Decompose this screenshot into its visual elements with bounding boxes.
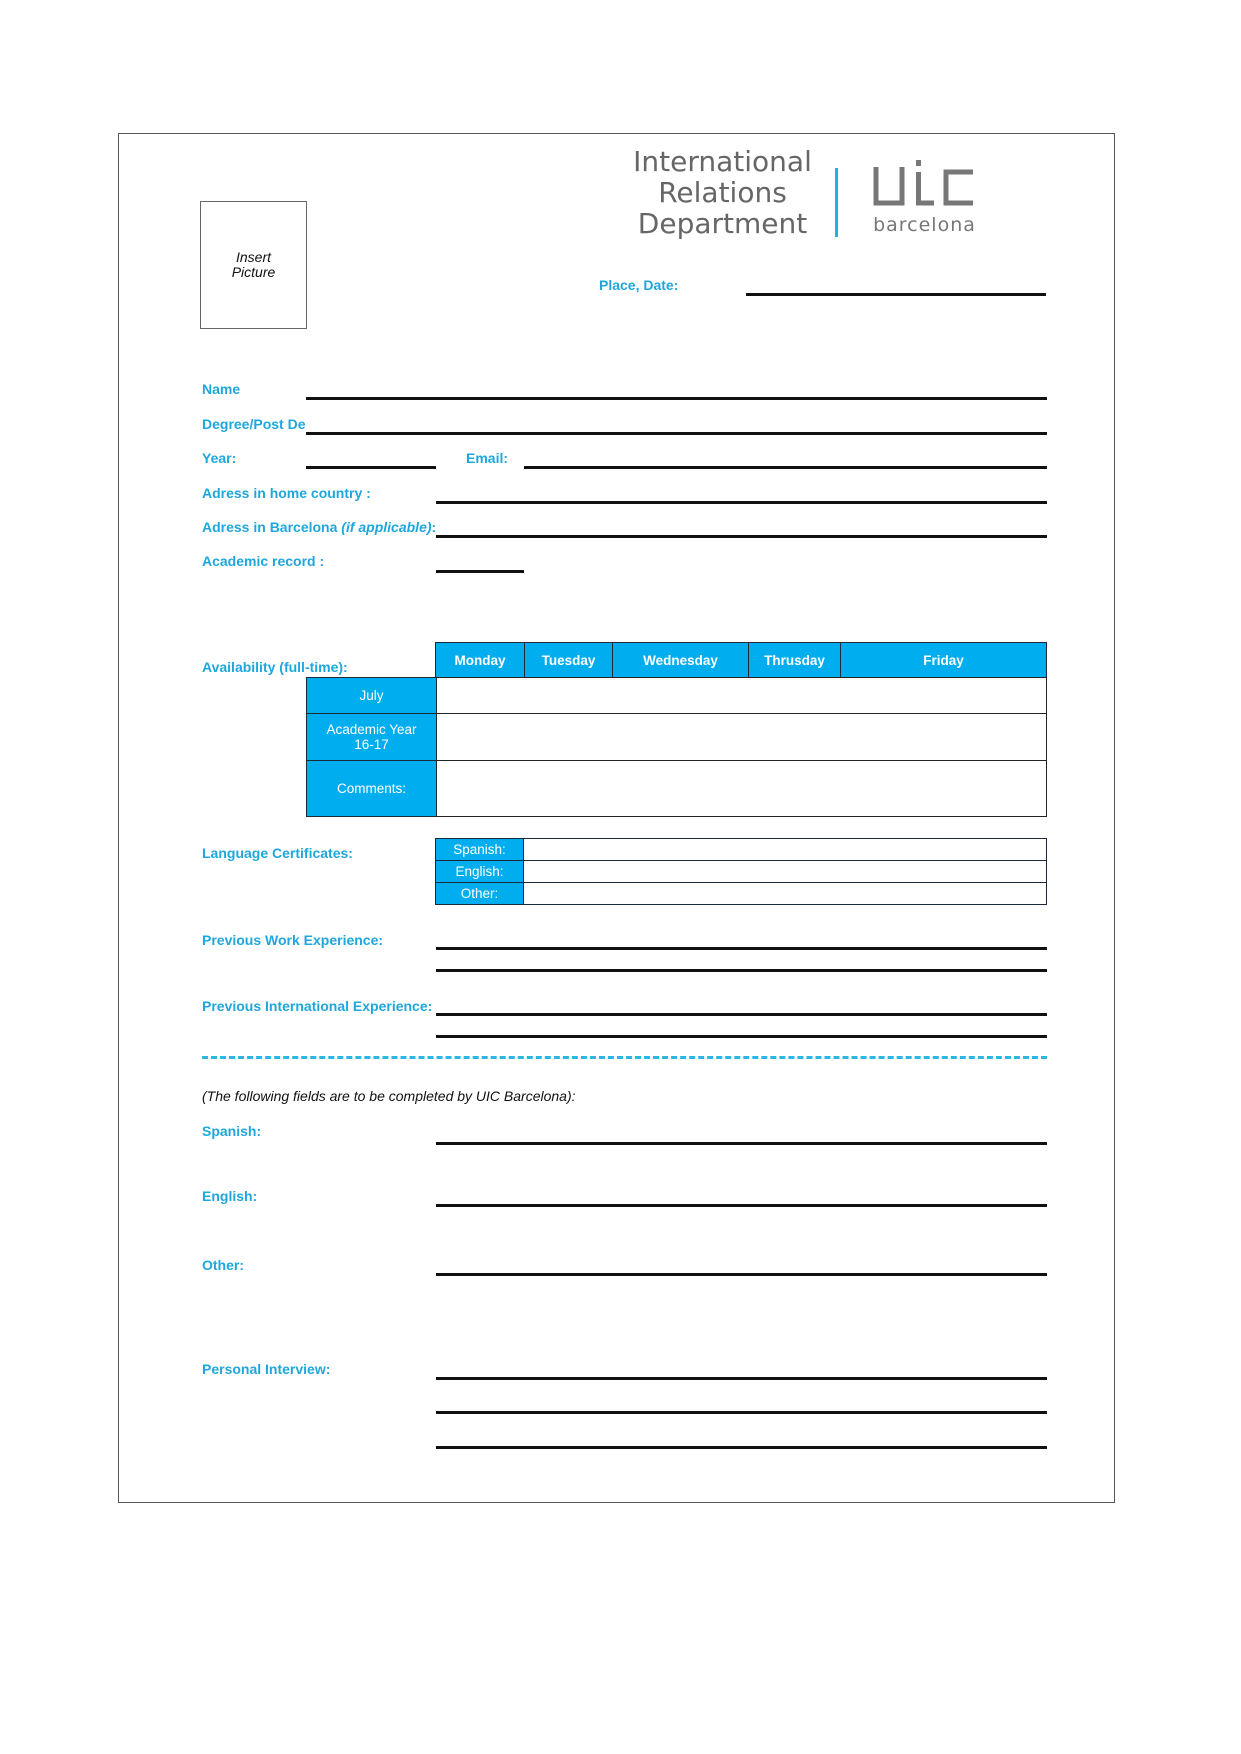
availability-cell-july[interactable] bbox=[437, 678, 1047, 714]
section-divider bbox=[202, 1056, 1047, 1059]
year-field[interactable] bbox=[306, 466, 436, 469]
row-label-academic-year-2: 16-17 bbox=[354, 737, 389, 752]
availability-cell-academic-year[interactable] bbox=[437, 714, 1047, 761]
uic-spanish-label: Spanish: bbox=[202, 1123, 262, 1139]
row-label-academic-year bbox=[307, 714, 437, 761]
day-friday: Friday bbox=[841, 643, 1047, 678]
day-thursday: Thrusday bbox=[749, 643, 841, 678]
year-label: Year: bbox=[202, 450, 237, 466]
academic-record-label: Academic record : bbox=[202, 553, 325, 569]
row-label-academic-year-1: Academic Year bbox=[326, 722, 417, 737]
availability-table bbox=[306, 677, 1047, 817]
uic-english-field[interactable] bbox=[436, 1204, 1047, 1207]
row-label-comments: Comments: bbox=[307, 761, 437, 817]
row-label-july: July bbox=[307, 678, 437, 714]
bcn-address-label-colon: : bbox=[431, 519, 437, 535]
availability-header bbox=[435, 642, 1047, 678]
language-cell-other[interactable] bbox=[524, 883, 1047, 905]
degree-label: Degree/Post De bbox=[202, 416, 306, 432]
interview-label: Personal Interview: bbox=[202, 1361, 331, 1377]
language-row-english bbox=[436, 861, 1047, 883]
uic-section-note: (The following fields are to be completed by UIC Barcelona): bbox=[202, 1088, 576, 1104]
interview-field-3[interactable] bbox=[436, 1446, 1047, 1449]
department-line-2: Relations bbox=[658, 176, 787, 209]
work-experience-field-2[interactable] bbox=[436, 969, 1047, 972]
availability-label: Availability (full-time): bbox=[202, 659, 348, 675]
department-line-3: Department bbox=[637, 207, 808, 240]
language-cell-english[interactable] bbox=[524, 861, 1047, 883]
bcn-address-label bbox=[202, 519, 436, 535]
interview-field-1[interactable] bbox=[436, 1377, 1047, 1380]
interview-field-2[interactable] bbox=[436, 1411, 1047, 1414]
home-address-field[interactable] bbox=[436, 501, 1047, 504]
email-field[interactable] bbox=[524, 466, 1047, 469]
language-row-spanish bbox=[436, 839, 1047, 861]
availability-row-comments bbox=[307, 761, 1047, 817]
bcn-address-label-note: (if applicable) bbox=[341, 519, 432, 535]
place-date-label: Place, Date: bbox=[599, 277, 679, 293]
academic-record-field[interactable] bbox=[436, 570, 524, 573]
logo-subtitle: barcelona bbox=[873, 214, 976, 236]
language-cell-spanish[interactable] bbox=[524, 839, 1047, 861]
language-label-spanish: Spanish: bbox=[436, 839, 524, 861]
work-experience-field-1[interactable] bbox=[436, 947, 1047, 950]
uic-other-field[interactable] bbox=[436, 1273, 1047, 1276]
day-wednesday: Wednesday bbox=[613, 643, 749, 678]
name-label: Name bbox=[202, 381, 241, 397]
email-label: Email: bbox=[466, 450, 509, 466]
international-experience-field-1[interactable] bbox=[436, 1013, 1047, 1016]
bcn-address-field[interactable] bbox=[436, 535, 1047, 538]
photo-placeholder-line-2: Picture bbox=[231, 264, 276, 280]
language-certificates-label: Language Certificates: bbox=[202, 845, 353, 861]
international-experience-field-2[interactable] bbox=[436, 1035, 1047, 1038]
day-tuesday: Tuesday bbox=[525, 643, 613, 678]
availability-row-july bbox=[307, 678, 1047, 714]
photo-placeholder[interactable] bbox=[200, 201, 307, 329]
availability-row-academic-year bbox=[307, 714, 1047, 761]
work-experience-label: Previous Work Experience: bbox=[202, 932, 384, 948]
place-date-field[interactable] bbox=[746, 293, 1046, 296]
language-label-other: Other: bbox=[436, 883, 524, 905]
language-row-other bbox=[436, 883, 1047, 905]
home-address-label: Adress in home country : bbox=[202, 485, 371, 501]
language-certificates-table bbox=[435, 838, 1047, 905]
availability-cell-comments[interactable] bbox=[437, 761, 1047, 817]
uic-english-label: English: bbox=[202, 1188, 258, 1204]
department-title bbox=[620, 145, 825, 240]
bcn-address-label-main: Adress in Barcelona bbox=[202, 519, 342, 535]
international-experience-label: Previous International Experience: bbox=[202, 998, 433, 1014]
uic-spanish-field[interactable] bbox=[436, 1142, 1047, 1145]
degree-field[interactable] bbox=[306, 432, 1047, 435]
department-line-1: International bbox=[633, 145, 812, 178]
name-field[interactable] bbox=[306, 397, 1047, 400]
language-label-english: English: bbox=[436, 861, 524, 883]
uic-logo-icon bbox=[872, 150, 977, 210]
uic-other-label: Other: bbox=[202, 1257, 244, 1273]
photo-placeholder-line-1: Insert bbox=[235, 249, 271, 265]
day-monday: Monday bbox=[436, 643, 525, 678]
header-divider bbox=[835, 168, 838, 237]
form-frame bbox=[118, 133, 1115, 1503]
